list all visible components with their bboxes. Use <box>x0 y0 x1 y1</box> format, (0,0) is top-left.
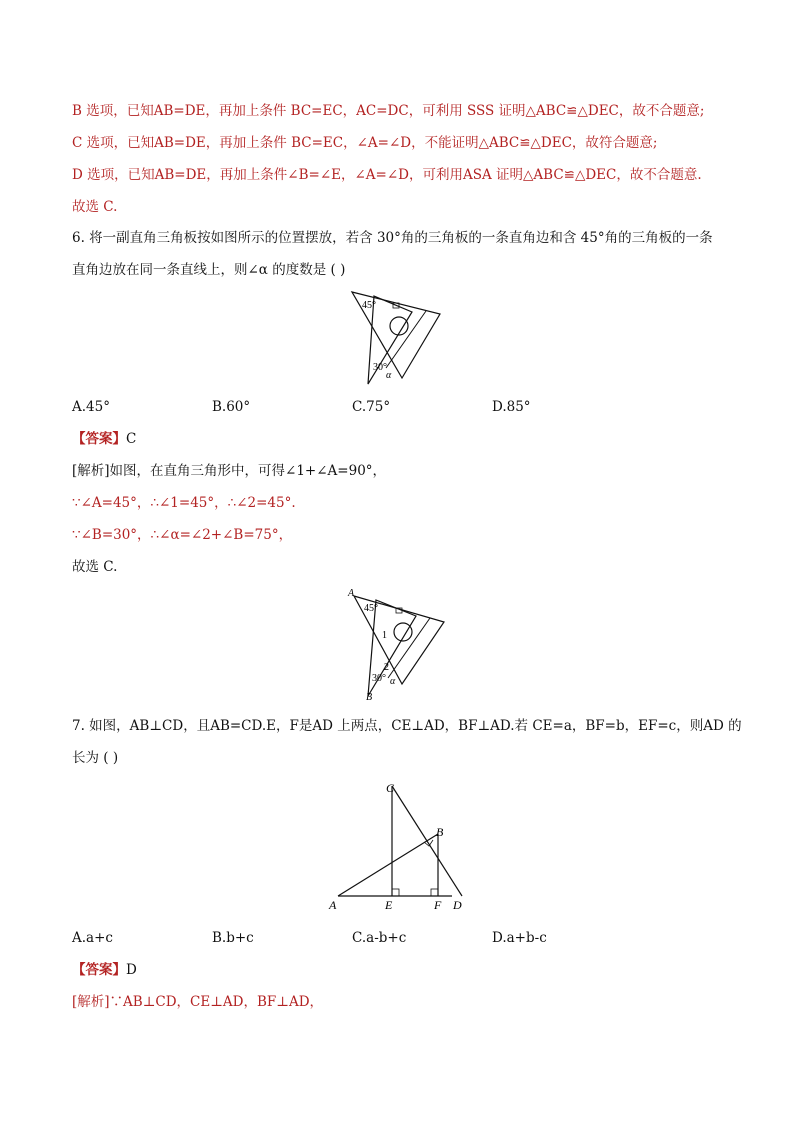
q7-option-d: D.a+b-c <box>492 930 547 946</box>
solution-conclusion: 故选 C. <box>72 199 118 215</box>
q7-fig-f-label: F <box>434 898 442 912</box>
q6-option-d: D.85° <box>492 399 531 415</box>
q7-stem-line1: 7. 如图，AB⊥CD，且AB=CD.E，F是AD 上两点，CE⊥AD，BF⊥AD.若 CE=a，BF=b，EF=c，则AD 的 <box>72 718 742 734</box>
q6-fig-30-label: 30° <box>373 362 387 373</box>
q7-fig-d-label: D <box>453 898 462 912</box>
q7-fig-a-label: A <box>329 898 337 912</box>
q6-fig2-1-label: 1 <box>382 630 387 641</box>
q7-answer <box>72 961 137 979</box>
solution-line-c: C 选项，已知AB=DE，再加上条件 BC=EC，∠A=∠D，不能证明△ABC≌△DEC，故符合题意; <box>72 135 658 151</box>
q7-figure <box>326 776 476 914</box>
q6-fig-45-label: 45° <box>362 300 376 311</box>
q6-fig2-45-label: 45° <box>364 603 378 614</box>
q6-answer <box>72 430 136 448</box>
solution-line-b: B 选项，已知AB=DE，再加上条件 BC=EC，AC=DC，可利用 SSS 证明△ABC≌△DEC，故不合题意; <box>72 103 705 119</box>
q7-option-a: A.a+c <box>72 930 113 946</box>
q6-answer-value: C <box>126 431 137 447</box>
q6-analysis-2: ∵∠A=45°，∴∠1=45°，∴∠2=45°. <box>72 495 296 511</box>
q6-option-a: A.45° <box>72 399 110 415</box>
q6-fig2-2-label: 2 <box>384 662 389 673</box>
q6-fig2-alpha-label: α <box>390 676 396 687</box>
q6-stem-line1: 6. 将一副直角三角板按如图所示的位置摆放，若含 30°角的三角板的一条直角边和含 45°角的三角板的一条 <box>72 230 713 246</box>
q7-stem-line2: 长为 ( ) <box>72 750 119 766</box>
q7-analysis-1: [解析]∵AB⊥CD，CE⊥AD，BF⊥AD， <box>72 994 324 1010</box>
q6-option-c: C.75° <box>352 399 391 415</box>
q7-fig-c-label: C <box>386 781 395 795</box>
q6-figure-2 <box>338 586 450 702</box>
q7-fig-b-label: B <box>436 825 444 839</box>
q7-answer-tag: 【答案】 <box>72 962 126 978</box>
q7-answer-value: D <box>126 962 137 978</box>
q6-figure <box>340 286 450 386</box>
q6-analysis-3: ∵∠B=30°，∴∠α=∠2+∠B=75°， <box>72 527 293 543</box>
q6-answer-tag: 【答案】 <box>72 431 126 447</box>
q7-option-b: B.b+c <box>212 930 254 946</box>
q6-fig2-a-label: A <box>348 588 355 599</box>
q6-conclusion: 故选 C. <box>72 559 118 575</box>
q6-option-b: B.60° <box>212 399 251 415</box>
q6-fig2-30-label: 30° <box>372 673 386 684</box>
q6-fig2-b-label: B <box>366 692 373 702</box>
q6-analysis-1: [解析]如图，在直角三角形中，可得∠1+∠A=90°， <box>72 463 387 479</box>
q6-fig-alpha-label: α <box>386 370 392 381</box>
q7-option-c: C.a-b+c <box>352 930 407 946</box>
q6-stem-line2: 直角边放在同一条直线上，则∠α 的度数是 ( ) <box>72 262 346 278</box>
solution-line-d: D 选项，已知AB=DE，再加上条件∠B=∠E，∠A=∠D，可利用ASA 证明△ABC≌△DEC，故不合题意. <box>72 167 702 183</box>
q7-fig-e-label: E <box>385 898 393 912</box>
